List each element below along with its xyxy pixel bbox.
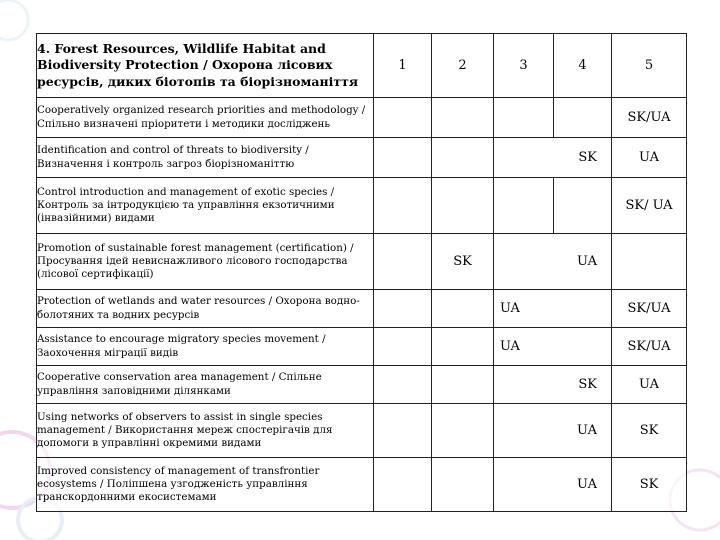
column-header-5: 5 [612,34,687,98]
task-cell: Protection of wetlands and water resources / Охорона водно-болотяних та водних ресурсів [37,290,374,328]
value-cell-col3-4: SK [494,138,612,178]
section-title: 4. Forest Resources, Wildlife Habitat and Biodiversity Protection / Охорона лісових ресурсів, диких біотопів та біорізноманіття [37,34,374,98]
value-cell-col3-4: UA [494,234,612,290]
task-cell: Cooperative conservation area management / Спільне управління заповідними ділянками [37,366,374,404]
value-cell-col5: SK [612,458,687,512]
cell-col2 [432,98,494,138]
value-cell-col5: SK/UA [612,98,687,138]
table-row [37,458,687,512]
value-cell-col5: SK [612,404,687,458]
value-cell-col3: UA [500,301,520,316]
table-row [37,138,687,178]
table-row [37,234,687,290]
task-cell: Promotion of sustainable forest management (certification) / Просування ідей невиснажливого лісового господарства (лісової сертифікації) [37,234,374,290]
table-row [37,366,687,404]
cell-col4 [554,98,612,138]
table-row [37,328,687,366]
cell-col1 [374,234,432,290]
cell-col2 [432,458,494,512]
cell-col1 [374,366,432,404]
cell-col1 [374,290,432,328]
value-cell-col3: UA [500,339,520,354]
cell-col2 [432,328,494,366]
value-cell-col2: SK [432,234,494,290]
cell-col3 [494,98,554,138]
table-row [37,178,687,234]
table-row [37,404,687,458]
cell-col4 [554,178,612,234]
task-cell: Cooperatively organized research priorities and methodology / Спільно визначені пріоритети і методики досліджень [37,98,374,138]
task-cell: Improved consistency of management of transfrontier ecosystems / Поліпшена узгодженість управління транскордонними екосистемами [37,458,374,512]
value-cell-col3-4: UA [494,458,612,512]
value-cell-col5: SK/UA [612,290,687,328]
column-header-3: 3 [494,34,554,98]
cell-col1 [374,404,432,458]
task-cell: Using networks of observers to assist in single species management / Використання мереж спостерігачів для допомоги в управлінні окремими видами [37,404,374,458]
cell-col1 [374,458,432,512]
cell-col3 [494,178,554,234]
cell-col2 [432,290,494,328]
value-cell-col3-4: UA [494,404,612,458]
cell-col1 [374,138,432,178]
table-row [37,290,687,328]
column-header-4: 4 [554,34,612,98]
value-cell-col5: SK/ UA [612,178,687,234]
value-cell-col5: SK/UA [612,328,687,366]
table-row [37,98,687,138]
value-cell-col5: UA [612,138,687,178]
cell-col2 [432,178,494,234]
column-header-2: 2 [432,34,494,98]
value-cell-col5: UA [612,366,687,404]
cell-col2 [432,138,494,178]
cell-col1 [374,328,432,366]
cell-col1 [374,98,432,138]
cell-col2 [432,404,494,458]
activity-table [36,33,687,512]
table-header-row [37,34,687,98]
cell-col1 [374,178,432,234]
task-cell: Control introduction and management of exotic species / Контроль за інтродукцією та управління екзотичними (інвазійними) видами [37,178,374,234]
cell-col2 [432,366,494,404]
cell-col5 [612,234,687,290]
value-cell-col3-4: SK [494,366,612,404]
column-header-1: 1 [374,34,432,98]
task-cell: Identification and control of threats to biodiversity / Визначення і контроль загроз біорізноманіттю [37,138,374,178]
task-cell: Assistance to encourage migratory species movement / Заохочення міграції видів [37,328,374,366]
